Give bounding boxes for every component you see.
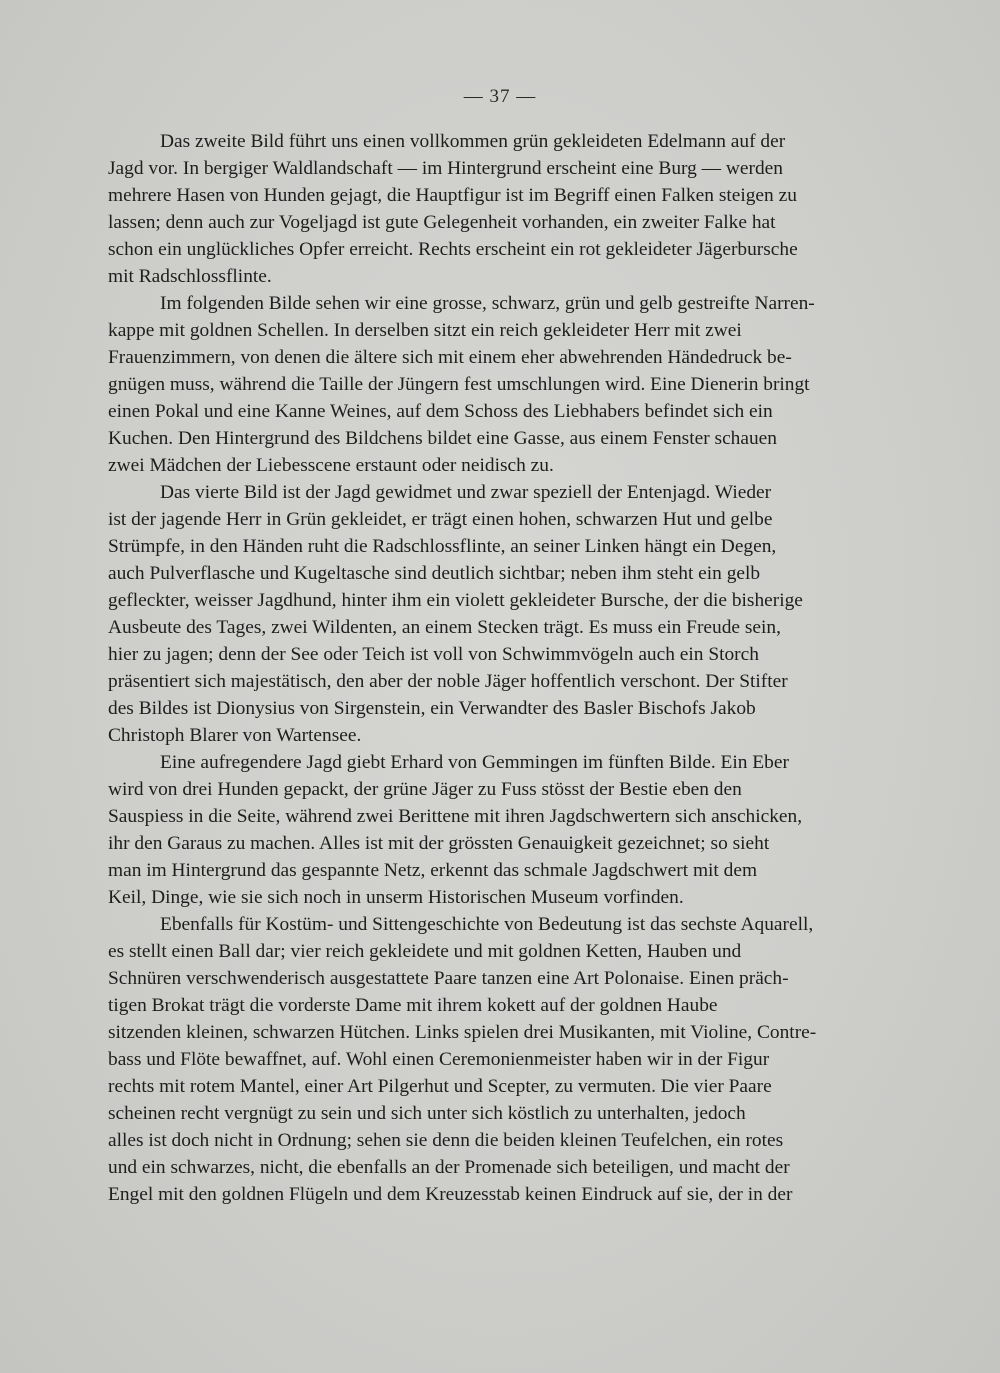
- text-line: Ebenfalls für Kostüm- und Sittengeschichte von Bedeutung ist das sechste Aquarell,: [160, 914, 814, 935]
- text-line: Christoph Blarer von Wartensee.: [108, 725, 362, 746]
- text-line: präsentiert sich majestätisch, den aber der noble Jäger hoffentlich verschont. Der Stifter: [108, 671, 788, 692]
- text-line: Ausbeute des Tages, zwei Wildenten, an einem Stecken trägt. Es muss ein Freude sein,: [108, 617, 781, 638]
- text-line: Kuchen. Den Hintergrund des Bildchens bildet eine Gasse, aus einem Fenster schauen: [108, 428, 777, 449]
- text-line: ist der jagende Herr in Grün gekleidet, er trägt einen hohen, schwarzen Hut und gelbe: [108, 509, 773, 530]
- text-line: bass und Flöte bewaffnet, auf. Wohl einen Ceremonienmeister haben wir in der Figur: [108, 1049, 770, 1070]
- text-line: kappe mit goldnen Schellen. In derselben sitzt ein reich gekleideter Herr mit zwei: [108, 320, 742, 341]
- text-line: mehrere Hasen von Hunden gejagt, die Hauptfigur ist im Begriff einen Falken steigen zu: [108, 185, 797, 206]
- text-line: gefleckter, weisser Jagdhund, hinter ihm ein violett gekleideter Bursche, der die bisherige: [108, 590, 803, 611]
- text-line: alles ist doch nicht in Ordnung; sehen sie denn die beiden kleinen Teufelchen, ein rotes: [108, 1130, 784, 1151]
- text-line: und ein schwarzes, nicht, die ebenfalls an der Promenade sich beteiligen, und macht der: [108, 1157, 790, 1178]
- text-line: einen Pokal und eine Kanne Weines, auf dem Schoss des Liebhabers befindet sich ein: [108, 401, 773, 422]
- text-line: gnügen muss, während die Taille der Jüngern fest umschlungen wird. Eine Dienerin bringt: [108, 374, 810, 395]
- text-line: wird von drei Hunden gepackt, der grüne Jäger zu Fuss stösst der Bestie eben den: [108, 779, 742, 800]
- body-text: [108, 128, 896, 1208]
- text-line: Im folgenden Bilde sehen wir eine grosse, schwarz, grün und gelb gestreifte Narren-: [160, 293, 815, 314]
- paragraph-fifth-picture: [108, 749, 896, 911]
- paragraph-second-picture: [108, 128, 896, 290]
- text-line: rechts mit rotem Mantel, einer Art Pilgerhut und Scepter, zu vermuten. Die vier Paare: [108, 1076, 772, 1097]
- text-line: Keil, Dinge, wie sie sich noch in unserm Historischen Museum vorfinden.: [108, 887, 684, 908]
- text-line: lassen; denn auch zur Vogeljagd ist gute Gelegenheit vorhanden, ein zweiter Falke hat: [108, 212, 776, 233]
- text-line: Engel mit den goldnen Flügeln und dem Kreuzesstab keinen Eindruck auf sie, der in der: [108, 1184, 793, 1205]
- paragraph-sixth-picture: [108, 911, 896, 1208]
- text-line: es stellt einen Ball dar; vier reich gekleidete und mit goldnen Ketten, Hauben und: [108, 941, 742, 962]
- paragraph-third-picture: [108, 290, 896, 479]
- text-line: Strümpfe, in den Händen ruht die Radschlossflinte, an seiner Linken hängt ein Degen,: [108, 536, 777, 557]
- text-line: scheinen recht vergnügt zu sein und sich unter sich köstlich zu unterhalten, jedoch: [108, 1103, 746, 1124]
- text-line: sitzenden kleinen, schwarzen Hütchen. Links spielen drei Musikanten, mit Violine, Contre-: [108, 1022, 817, 1043]
- text-line: man im Hintergrund das gespannte Netz, erkennt das schmale Jagdschwert mit dem: [108, 860, 758, 881]
- text-line: Das zweite Bild führt uns einen vollkommen grün gekleideten Edelmann auf der: [160, 131, 786, 152]
- text-line: zwei Mädchen der Liebesscene erstaunt oder neidisch zu.: [108, 455, 554, 476]
- text-line: mit Radschlossflinte.: [108, 266, 272, 287]
- text-line: des Bildes ist Dionysius von Sirgenstein, ein Verwandter des Basler Bischofs Jakob: [108, 698, 756, 719]
- text-line: tigen Brokat trägt die vorderste Dame mit ihrem kokett auf der goldnen Haube: [108, 995, 718, 1016]
- text-line: Schnüren verschwenderisch ausgestattete Paare tanzen eine Art Polonaise. Einen präch-: [108, 968, 789, 989]
- text-line: schon ein unglückliches Opfer erreicht. Rechts erscheint ein rot gekleideter Jägerbursche: [108, 239, 798, 260]
- text-line: Frauenzimmern, von denen die ältere sich mit einem eher abwehrenden Händedruck be-: [108, 347, 792, 368]
- text-line: Das vierte Bild ist der Jagd gewidmet und zwar speziell der Entenjagd. Wieder: [160, 482, 772, 503]
- text-line: Sauspiess in die Seite, während zwei Berittene mit ihren Jagdschwertern sich anschicken,: [108, 806, 803, 827]
- text-line: Jagd vor. In bergiger Waldlandschaft — im Hintergrund erscheint eine Burg — werden: [108, 158, 783, 179]
- paragraph-fourth-picture: [108, 479, 896, 749]
- text-line: ihr den Garaus zu machen. Alles ist mit der grössten Genauigkeit gezeichnet; so sieht: [108, 833, 770, 854]
- text-line: Eine aufregendere Jagd giebt Erhard von Gemmingen im fünften Bilde. Ein Eber: [160, 752, 789, 773]
- page-number: — 37 —: [463, 86, 537, 107]
- text-line: auch Pulverflasche und Kugeltasche sind deutlich sichtbar; neben ihm steht ein gelb: [108, 563, 761, 584]
- text-line: hier zu jagen; denn der See oder Teich ist voll von Schwimmvögeln auch ein Storch: [108, 644, 759, 665]
